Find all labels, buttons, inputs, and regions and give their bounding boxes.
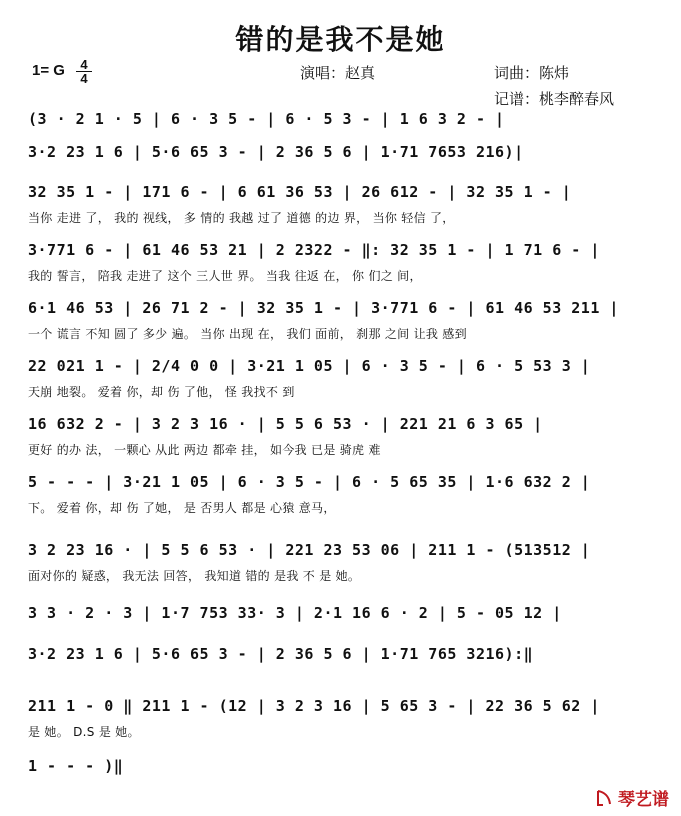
lyrics-line: 我的 誓言， 陪我 走进了 这个 三人世 界。 当我 往返 在， 你 们之 间， bbox=[28, 269, 422, 283]
singer-credit: 演唱：赵真 bbox=[300, 64, 376, 82]
notation-line: 6·1 46 53 | 26 71 2 - | 32 35 1 - | 3·771 6 - | 61 46 53 211 | bbox=[28, 299, 619, 317]
composer-credit: 词曲：陈炜 bbox=[494, 64, 570, 82]
notation-line: 3·2 23 1 6 | 5·6 65 3 - | 2 36 5 6 | 1·71 7653 216)| bbox=[28, 143, 524, 161]
notation-line: 32 35 1 - | 171 6 - | 6 61 36 53 | 26 612 - | 32 35 1 - | bbox=[28, 183, 572, 201]
notation-line: 5 - - - | 3·21 1 05 | 6 · 3 5 - | 6 · 5 65 35 | 1·6 632 2 | bbox=[28, 473, 591, 491]
notation-line: 3·2 23 1 6 | 5·6 65 3 - | 2 36 5 6 | 1·71 765 3216):‖ bbox=[28, 645, 534, 663]
lyrics-line: 是 她。 D.S 是 她。 bbox=[28, 725, 140, 739]
lyrics-line: 天崩 地裂。 爱着 你，却 伤 了他， 怪 我找不 到 bbox=[28, 385, 295, 399]
key-signature: 1= G bbox=[32, 62, 65, 79]
site-logo bbox=[594, 785, 669, 810]
notation-line: 3 2 23 16 · | 5 5 6 53 · | 221 23 53 06 | 211 1 - (513512 | bbox=[28, 541, 591, 559]
time-signature-top: 4 bbox=[80, 57, 88, 72]
lyrics-line: 当你 走进 了， 我的 视线， 多 情的 我越 过了 道德 的边 界， 当你 轻信 了， bbox=[28, 211, 455, 225]
notation-line: 3 3 · 2 · 3 | 1·7 753 33· 3 | 2·1 16 6 · 2 | 5 - 05 12 | bbox=[28, 604, 562, 622]
time-signature-bottom: 4 bbox=[76, 71, 92, 85]
lyrics-line: 下。 爱着 你，却 伤 了她， 是 否男人 都是 心猿 意马， bbox=[28, 501, 336, 515]
notation-line: 16 632 2 - | 3 2 3 16 · | 5 5 6 53 · | 221 21 6 3 65 | bbox=[28, 415, 543, 433]
notation-line: 1 - - - )‖ bbox=[28, 757, 124, 775]
lyrics-line: 面对你的 疑惑， 我无法 回答， 我知道 错的 是我 不 是 她。 bbox=[28, 569, 361, 583]
transcriber-credit: 记谱：桃李醉春风 bbox=[494, 90, 615, 108]
time-signature bbox=[76, 58, 92, 85]
notation-line: 22 021 1 - | 2/4 0 0 | 3·21 1 05 | 6 · 3 5 - | 6 · 5 53 3 | bbox=[28, 357, 591, 375]
lyrics-line: 一个 谎言 不知 圆了 多少 遍。 当你 出现 在， 我们 面前， 刹那 之间 让我 感到 bbox=[28, 327, 467, 341]
notation-line: 3·771 6 - | 61 46 53 21 | 2 2322 - ‖: 32 35 1 - | 1 71 6 - | bbox=[28, 241, 600, 259]
page-title: 错的是我不是她 bbox=[235, 23, 446, 56]
logo-text: 琴艺谱 bbox=[618, 790, 669, 810]
notation-line: 211 1 - 0 ‖ 211 1 - (12 | 3 2 3 16 | 5 65 3 - | 22 36 5 62 | bbox=[28, 697, 600, 715]
harp-icon bbox=[594, 788, 614, 808]
lyrics-line: 更好 的办 法， 一颗心 从此 两边 都牵 挂， 如今我 已是 骑虎 难 bbox=[28, 443, 381, 457]
notation-line: (3 · 2 1 · 5 | 6 · 3 5 - | 6 · 5 3 - | 1 6 3 2 - | bbox=[28, 110, 505, 128]
